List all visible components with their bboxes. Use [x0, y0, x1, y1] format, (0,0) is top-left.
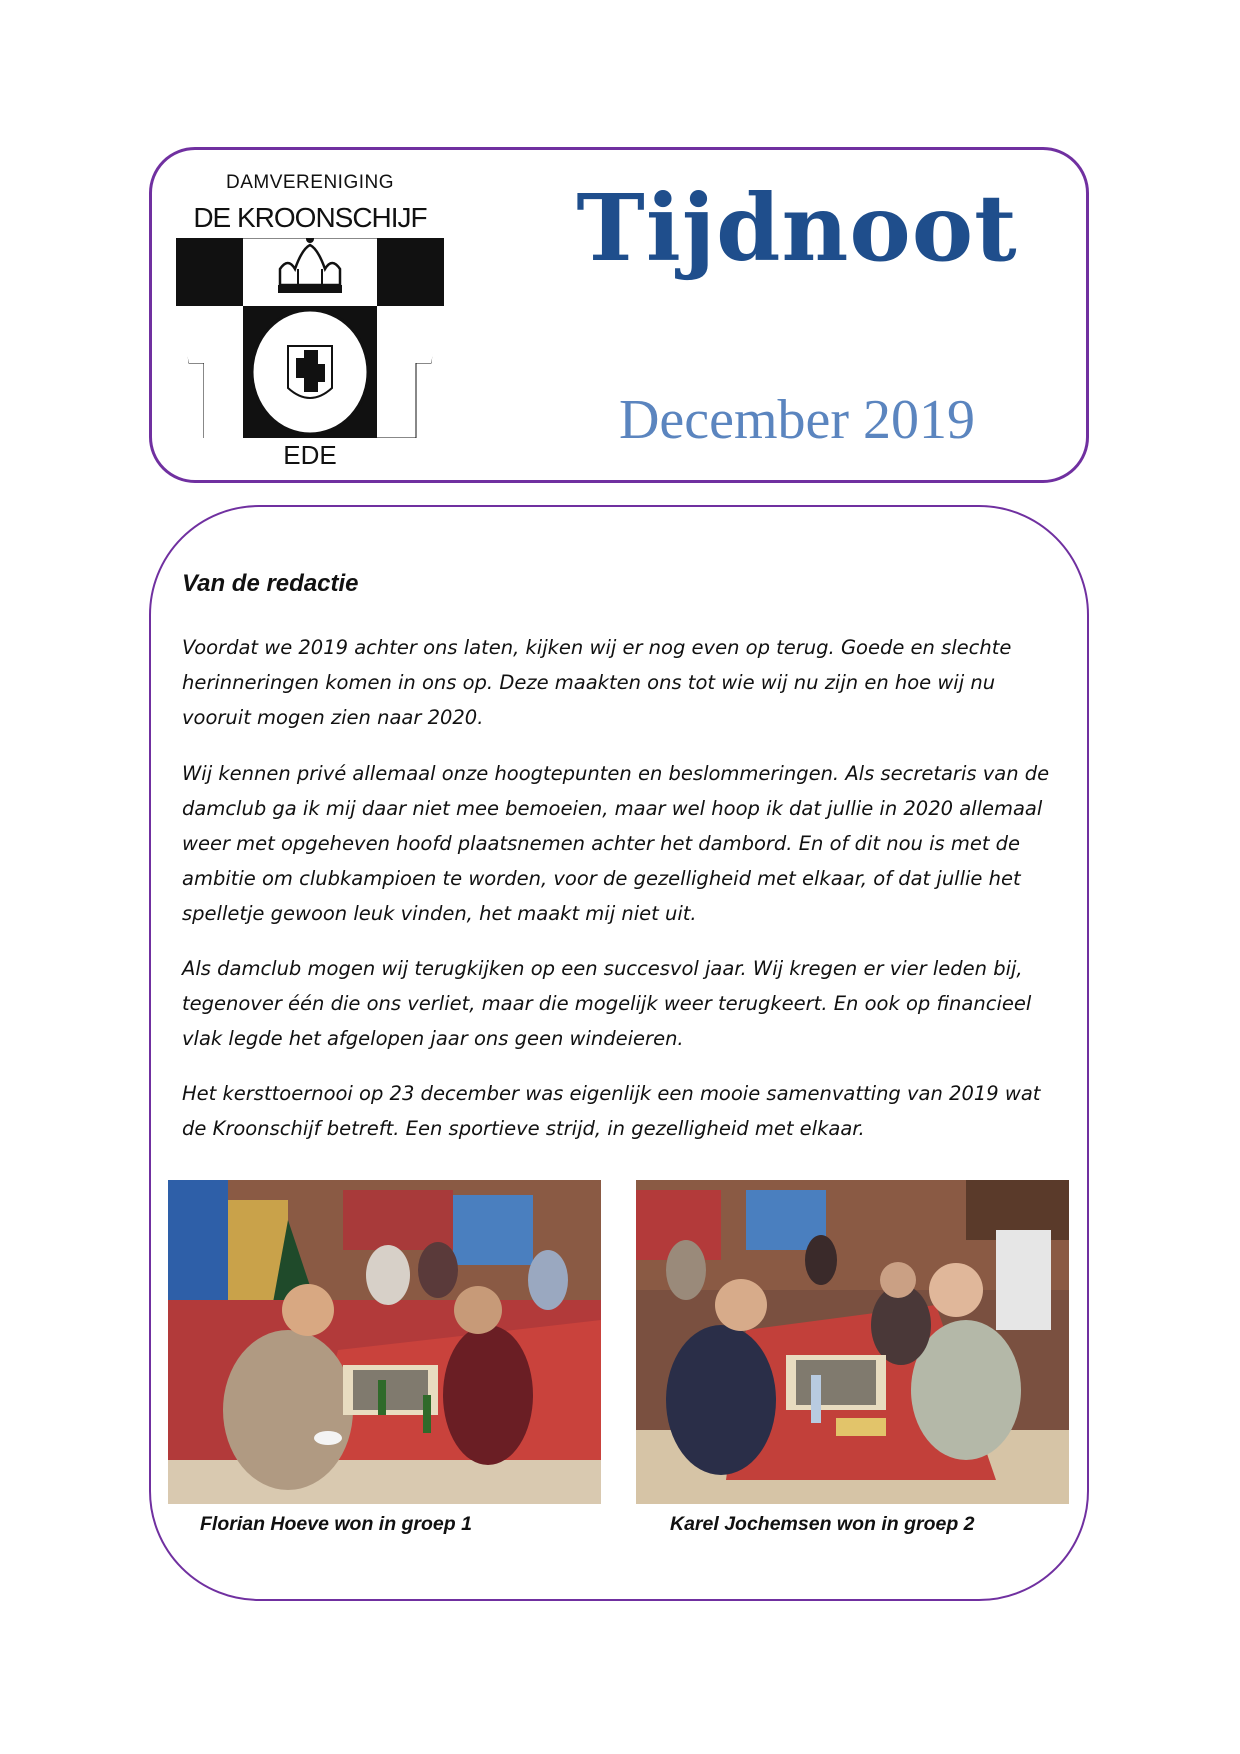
logo-top-text: DAMVERENIGING [225, 172, 395, 193]
paragraph: Voordat we 2019 achter ons laten, kijken wij er nog even op terug. Goede en slechte herinneringen komen in ons op. Deze maakten ons tot wie wij nu zijn en hoe wij nu vooruit mogen zien naar 2020. [182, 636, 1012, 729]
photo-caption-1: Florian Hoeve won in groep 1 [200, 1513, 472, 1535]
tournament-photo-2 [636, 1180, 1069, 1504]
tournament-photo-1 [168, 1180, 601, 1504]
paragraph: Wij kennen privé allemaal onze hoogtepunten en beslommeringen. Als secretaris van de damclub ga ik mij daar niet mee bemoeien, maar wel hoop ik dat jullie in 2020 allemaal weer met opgeheven hoofd plaatsnemen achter het dambord. En of dit nou is met de ambitie om clubkampioen te worden, voor de gezelligheid met elkaar, of dat jullie het spelletje gewoon leuk vinden, het maakt mij niet uit. [182, 762, 1050, 925]
logo-name-text: DE KROONSCHIJF [193, 202, 427, 233]
header-frame [149, 147, 1089, 483]
section-heading: Van de redactie [182, 570, 359, 597]
paragraph: Als damclub mogen wij terugkijken op een succesvol jaar. Wij kregen er vier leden bij, tegenover één die ons verliet, maar die mogelijk weer terugkeert. En ook op financieel vlak legde het afgelopen jaar ons geen windeieren. [182, 957, 1032, 1050]
club-logo [176, 172, 444, 470]
logo-bottom-text: EDE [283, 440, 337, 470]
logo-emblem-icon [176, 238, 444, 438]
photo-caption-2: Karel Jochemsen won in groep 2 [670, 1513, 975, 1535]
newsletter-title: Tijdnoot [576, 174, 1018, 282]
issue-date: December 2019 [618, 389, 976, 451]
paragraph: Het kersttoernooi op 23 december was eigenlijk een mooie samenvatting van 2019 wat de Kroonschijf betreft. Een sportieve strijd, in gezelligheid met elkaar. [182, 1082, 1041, 1140]
